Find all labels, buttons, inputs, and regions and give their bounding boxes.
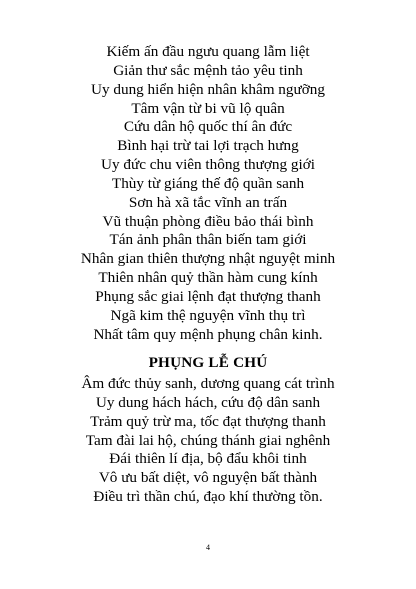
verse-line: Tam đài lai hộ, chúng thánh giai nghênh [85,431,331,449]
verse-line: Phụng sắc giai lệnh đạt thượng thanh [95,287,321,305]
verse-line: Uy dung hiển hiện nhân khâm ngưỡng [91,80,325,98]
verse-line: Thùy từ giáng thế độ quần sanh [111,174,305,192]
verse-line: Nhân gian thiên thượng nhật nguyệt minh [80,250,336,268]
verse-line: Sơn hà xã tắc vĩnh an trấn [128,193,288,211]
verse-line: Uy dung hách hách, cứu độ dân sanh [95,393,321,411]
verse-stanza-1 [0,43,416,345]
page-number: 4 [206,543,210,552]
verse-line: Nhất tâm quy mệnh phụng chân kinh. [93,325,323,343]
verse-line: Điều trì thần chú, đạo khí thường tồn. [93,488,323,506]
verse-line: Thiên nhân quỷ thần hàm cung kính [98,269,318,287]
verse-line: Vô ưu bất diệt, vô nguyện bất thành [98,469,318,487]
verse-line: Trảm quỷ trừ ma, tốc đạt thượng thanh [90,412,326,430]
verse-line: Âm đức thủy sanh, dương quang cát trình [81,375,335,392]
verse-line: Ngã kim thệ nguyện vĩnh thụ trì [110,306,306,324]
verse-line: Tán ảnh phân thân biến tam giới [109,231,307,249]
verse-stanza-2 [0,375,416,507]
verse-line: Uy đức chu viên thông thượng giới [101,156,315,174]
verse-line: Giản thư sắc mệnh tảo yêu tinh [113,61,303,79]
verse-line: Vũ thuận phòng điều bảo thái bình [102,212,314,230]
section-heading: PHỤNG LỄ CHÚ [148,354,268,371]
verse-line: Cứu dân hộ quốc thí ân đức [123,118,293,136]
verse-line: Đái thiên lí địa, bộ đẩu khôi tinh [109,450,307,468]
verse-line: Kiếm ấn đầu ngưu quang lẫm liệt [106,43,310,60]
verse-line: Bình hại trừ tai lợi trạch hưng [117,137,299,155]
verse-line: Tâm vận từ bi vũ lộ quân [131,99,285,117]
